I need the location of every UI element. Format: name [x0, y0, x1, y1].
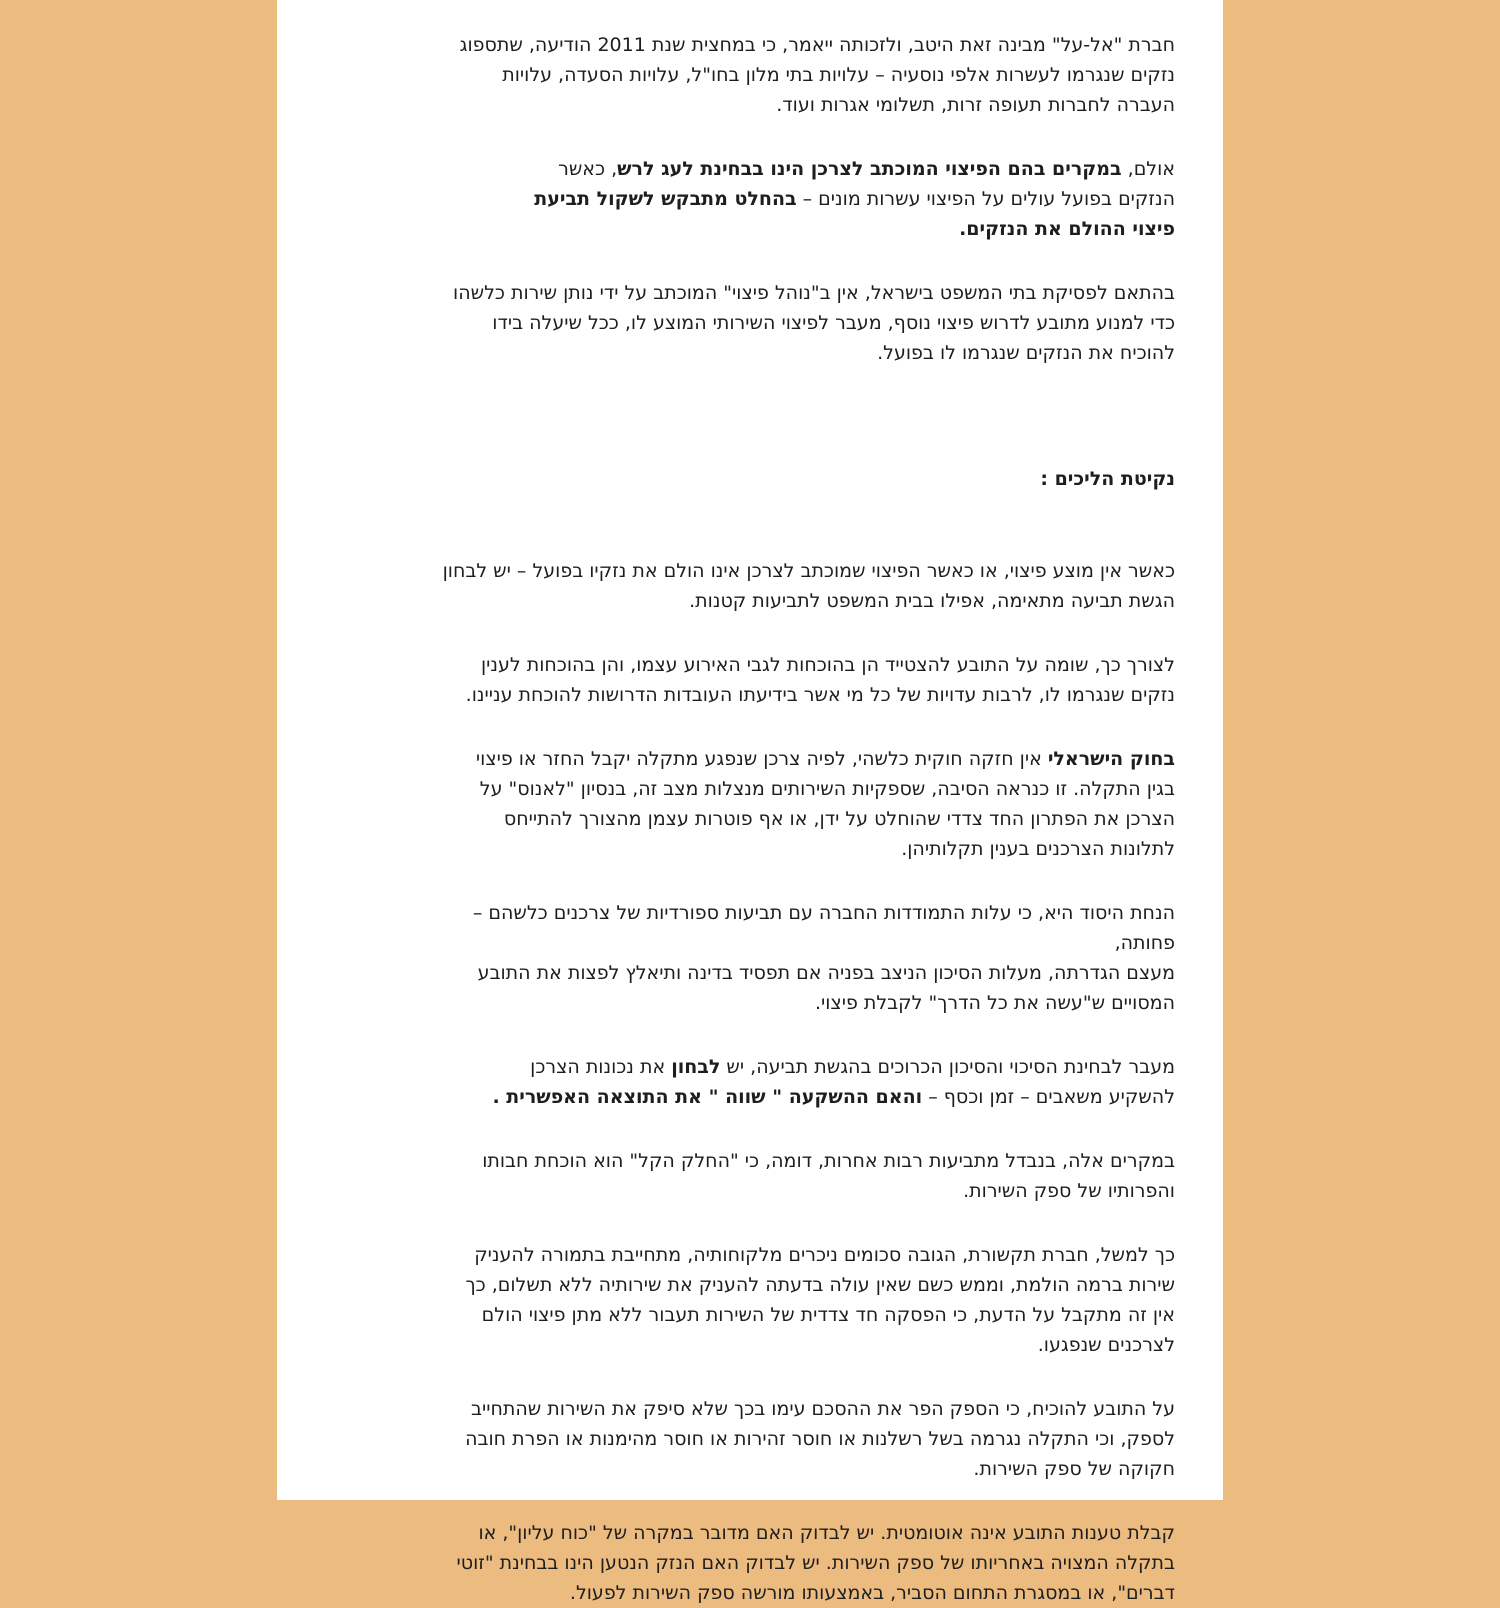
- text-line: בגין התקלה. זו כנראה הסיבה, שספקיות השירותים מנצלות מצב זה, בנסיון "לאנוס" על: [479, 778, 1175, 800]
- bold-text: והאם ההשקעה " שווה " את התוצאה האפשרית .: [492, 1086, 923, 1108]
- document-page: [277, 0, 1223, 1604]
- text-line: העברה לחברות תעופה זרות, תשלומי אגרות ועוד.: [776, 94, 1175, 116]
- section-heading: נקיטת הליכים :: [1040, 468, 1175, 490]
- text-line: כאשר אין מוצע פיצוי, או כאשר הפיצוי שמוכתב לצרכן אינו הולם את נזקיו בפועל – יש לבחון: [442, 560, 1175, 582]
- text-line: לתלונות הצרכנים בענין תקלותיהן.: [901, 838, 1175, 860]
- paragraph-telecom-example: [339, 1240, 1175, 1360]
- text-line: קבלת טענות התובע אינה אוטומטית. יש לבדוק האם מדובר במקרה של "כוח עליון", או: [478, 1522, 1175, 1544]
- text-line: פחותה,: [1114, 932, 1175, 954]
- paragraph-plaintiff-proof: [339, 1394, 1175, 1484]
- paragraph-evidence: [339, 650, 1175, 710]
- text-line: הגשת תביעה מתאימה, אפילו בבית המשפט לתביעות קטנות.: [689, 590, 1175, 612]
- paragraph-israeli-law: [339, 744, 1175, 864]
- paragraph-claims-acceptance: [339, 1518, 1175, 1608]
- text-fragment: הנזקים בפועל עולים על הפיצוי עשרות מונים –: [796, 188, 1175, 210]
- paragraph-basic-assumption: [339, 898, 1175, 1018]
- text-line: בהתאם לפסיקת בתי המשפט בישראל, אין ב"נוהל פיצוי" המוכתב על ידי נותן שירות כלשהו: [453, 282, 1175, 304]
- text-line: בתקלה המצויה באחריותו של ספק השירות. יש לבדוק האם הנזק הנטען הינו בבחינת "זוטי: [456, 1552, 1175, 1574]
- text-line: הנחת היסוד היא, כי עלות התמודדות החברה עם תביעות ספורדיות של צרכנים כלשהם –: [472, 902, 1175, 924]
- text-fragment: מעבר לבחינת הסיכוי והסיכון הכרוכים בהגשת תביעה, יש: [720, 1056, 1175, 1078]
- text-line: חברת "אל-על" מבינה זאת היטב, ולזכותה ייאמר, כי במחצית שנת 2011 הודיעה, שתספוג: [459, 34, 1175, 56]
- paragraph-risk: [339, 1052, 1175, 1112]
- paragraph-easy-part: [339, 1146, 1175, 1206]
- text-line: דברים", או במסגרת התחום הסביר, באמצעותו מורשה ספק השירות לפעול.: [569, 1582, 1175, 1604]
- text-line: נזקים שנגרמו לו, לרבות עדויות של כל מי אשר בידיעתו העובדות הדרושות להוכחת עניינו.: [465, 684, 1175, 706]
- text-line: להוכיח את הנזקים שנגרמו לו בפועל.: [877, 342, 1175, 364]
- text-line: המסויים ש"עשה את כל הדרך" לקבלת פיצוי.: [814, 992, 1175, 1014]
- text-line: [339, 744, 1175, 774]
- text-line: כך למשל, חברת תקשורת, הגובה סכומים ניכרים מלקוחותיה, מתחייבת בתמורה להעניק: [474, 1244, 1175, 1266]
- text-line: הצרכן את הפתרון החד צדדי שהוחלט על ידן, או אף פוטרות עצמן מהצורך להתייחס: [503, 808, 1175, 830]
- text-fragment: , כאשר: [558, 158, 618, 180]
- text-line: [339, 154, 1175, 184]
- text-line: על התובע להוכיח, כי הספק הפר את ההסכם עימו בכך שלא סיפק את השירות שהתחייב: [470, 1398, 1175, 1420]
- document-body: [339, 30, 1175, 1608]
- text-line: אין זה מתקבל על הדעת, כי הפסקה חד צדדית של השירות תעבור ללא מתן פיצוי הולם: [481, 1304, 1175, 1326]
- bold-text: בהחלט מתבקש לשקול תביעת: [534, 188, 797, 210]
- text-fragment: את נכונות הצרכן: [530, 1056, 672, 1078]
- bold-text: בחוק הישראלי: [1047, 748, 1175, 770]
- text-line: נזקים שנגרמו לעשרות אלפי נוסעיה – עלויות בתי מלון בחו"ל, עלויות הסעדה, עלויות: [502, 64, 1175, 86]
- text-line: מעצם הגדרתה, מעלות הסיכון הניצב בפניה אם תפסיד בדינה ותיאלץ לפצות את התובע: [477, 962, 1175, 984]
- text-line: לצרכנים שנפגעו.: [1037, 1334, 1175, 1356]
- text-fragment: אין חזקה חוקית כלשהי, לפיה צרכן שנפגע מתקלה יקבל החזר או פיצוי: [475, 748, 1048, 770]
- text-fragment: להשקיע משאבים – זמן וכסף –: [922, 1086, 1175, 1108]
- text-line: חקוקה של ספק השירות.: [973, 1458, 1175, 1480]
- paragraph-no-compensation: [339, 556, 1175, 616]
- paragraph-court-ruling: [339, 278, 1175, 368]
- text-fragment: אולם,: [1121, 158, 1175, 180]
- bold-text: במקרים בהם הפיצוי המוכתב לצרכן הינו בבחינת לעג לרש: [617, 158, 1122, 180]
- text-line: שירות ברמה הולמת, וממש כשם שאין עולה בדעתה להעניק את שירותיה ללא תשלום, כך: [465, 1274, 1175, 1296]
- paragraph-elal: [339, 30, 1175, 120]
- bold-text: לבחון: [671, 1056, 721, 1078]
- text-line: [339, 1082, 1175, 1112]
- text-line: [339, 184, 1175, 214]
- paragraph-however: [339, 154, 1175, 244]
- text-line: פיצוי ההולם את הנזקים.: [959, 218, 1175, 240]
- text-line: לצורך כך, שומה על התובע להצטייד הן בהוכחות לגבי האירוע עצמו, והן בהוכחות לענין: [480, 654, 1175, 676]
- text-line: והפרותיו של ספק השירות.: [963, 1180, 1175, 1202]
- text-line: במקרים אלה, בנבדל מתביעות רבות אחרות, דומה, כי "החלק הקל" הוא הוכחת חבותו: [482, 1150, 1175, 1172]
- text-line: לספק, וכי התקלה נגרמה בשל רשלנות או חוסר זהירות או חוסר מהימנות או הפרת חובה: [465, 1428, 1175, 1450]
- text-line: [339, 1052, 1175, 1082]
- text-line: כדי למנוע מתובע לדרוש פיצוי נוסף, מעבר לפיצוי השירותי המוצע לו, ככל שיעלה בידו: [492, 312, 1175, 334]
